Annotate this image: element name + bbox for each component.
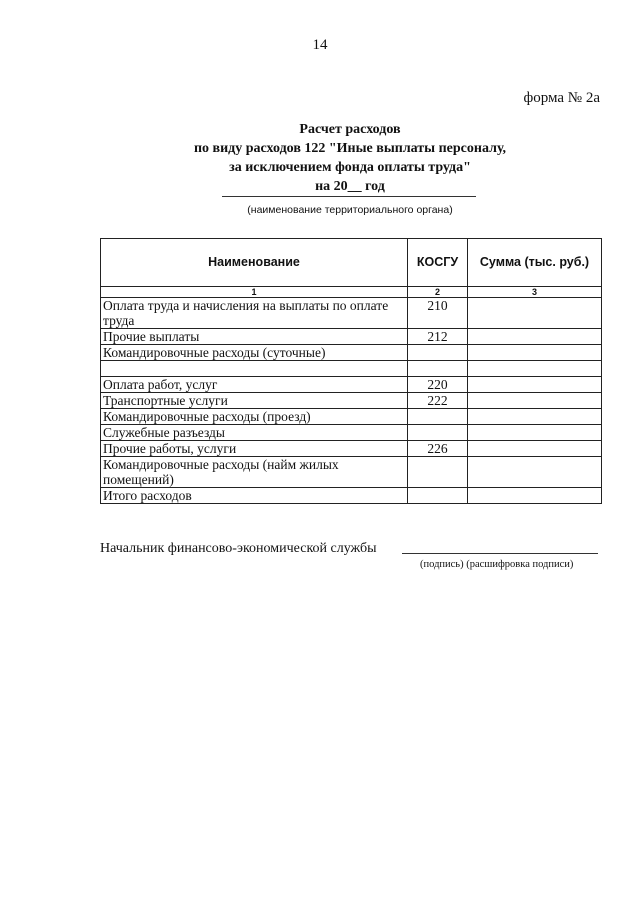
row-name: Прочие выплаты: [101, 329, 408, 345]
table-row: [101, 441, 602, 457]
row-code: 226: [408, 441, 468, 457]
page-number: 14: [312, 37, 328, 53]
row-name: Транспортные услуги: [101, 393, 408, 409]
table-row: [101, 377, 602, 393]
row-code: [408, 409, 468, 425]
row-sum: [468, 361, 602, 377]
title-line-3: за исключением фонда оплаты труда": [229, 160, 471, 175]
row-name: Итого расходов: [101, 488, 408, 504]
table-row: [101, 393, 602, 409]
header-name: Наименование: [101, 239, 408, 287]
row-code: [408, 361, 468, 377]
table-row: [101, 345, 602, 361]
table-row-total: [101, 488, 602, 504]
row-code: [408, 457, 468, 488]
title-line-2: по виду расходов 122 "Иные выплаты персоналу,: [193, 141, 507, 156]
header-kosgu: КОСГУ: [408, 239, 468, 287]
row-name: Служебные разъезды: [101, 425, 408, 441]
table-row: [101, 425, 602, 441]
row-code: 222: [408, 393, 468, 409]
signature-line: [402, 553, 598, 554]
column-number-row: [101, 287, 602, 298]
row-code: [408, 345, 468, 361]
row-name: Оплата работ, услуг: [101, 377, 408, 393]
org-name-caption: (наименование территориального органа): [247, 204, 453, 216]
row-sum: [468, 457, 602, 488]
row-sum: [468, 441, 602, 457]
row-sum: [468, 488, 602, 504]
column-number-2: 2: [408, 287, 468, 298]
row-name: Прочие работы, услуги: [101, 441, 408, 457]
signature-caption: (подпись) (расшифровка подписи): [420, 559, 574, 570]
table-row: [101, 409, 602, 425]
org-name-line: [222, 196, 476, 197]
row-sum: [468, 329, 602, 345]
document-title: [0, 120, 640, 196]
column-number-1: 1: [101, 287, 408, 298]
row-sum: [468, 393, 602, 409]
table-row: [101, 329, 602, 345]
expenses-table: [100, 238, 602, 504]
row-sum: [468, 345, 602, 361]
table-row: [101, 457, 602, 488]
row-sum: [468, 409, 602, 425]
row-name: Командировочные расходы (найм жилых помещений): [101, 457, 408, 488]
table-row: [101, 298, 602, 329]
row-code: 210: [408, 298, 468, 329]
row-name: Командировочные расходы (проезд): [101, 409, 408, 425]
header-sum: Сумма (тыс. руб.): [468, 239, 602, 287]
row-name: [101, 361, 408, 377]
row-sum: [468, 298, 602, 329]
table-header-row: [101, 239, 602, 287]
table-row-empty: [101, 361, 602, 377]
row-name: Оплата труда и начисления на выплаты по оплате труда: [101, 298, 408, 329]
row-code: [408, 425, 468, 441]
column-number-3: 3: [468, 287, 602, 298]
title-line-1: Расчет расходов: [299, 122, 401, 137]
row-name: Командировочные расходы (суточные): [101, 345, 408, 361]
row-sum: [468, 425, 602, 441]
row-code: [408, 488, 468, 504]
row-sum: [468, 377, 602, 393]
title-line-4: на 20__ год: [315, 179, 385, 194]
row-code: 212: [408, 329, 468, 345]
row-code: 220: [408, 377, 468, 393]
signatory-position: Начальник финансово-экономической службы: [100, 541, 377, 556]
form-number: форма № 2а: [523, 90, 600, 106]
